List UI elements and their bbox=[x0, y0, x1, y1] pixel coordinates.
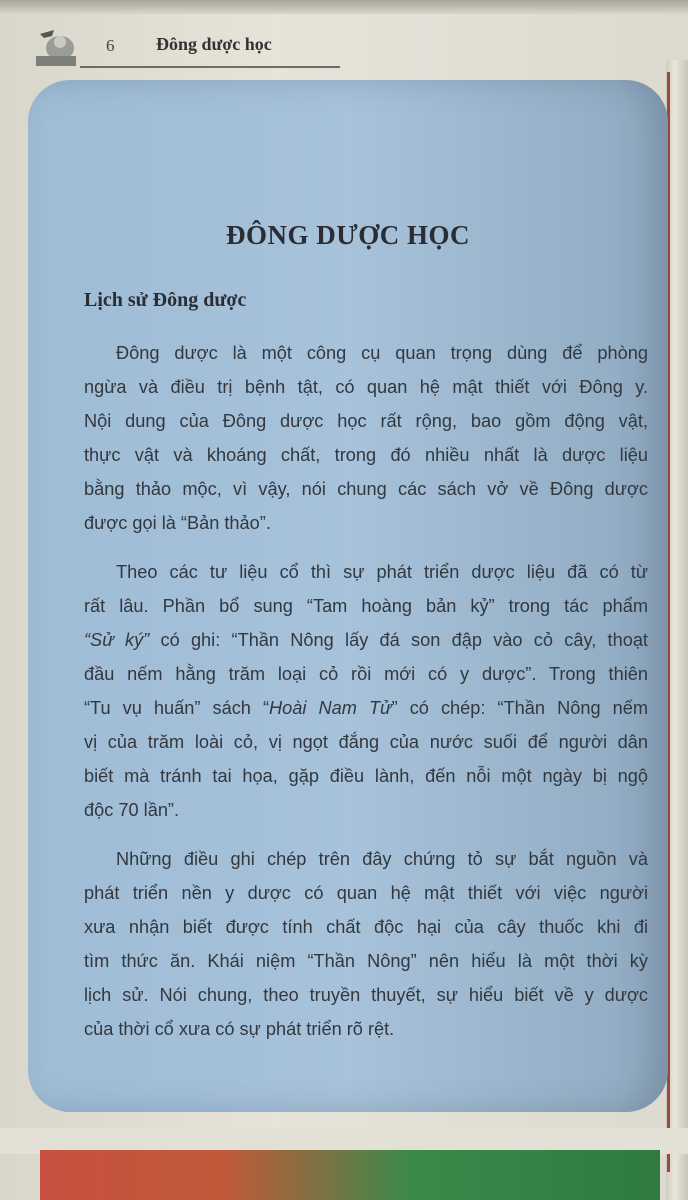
text-segment: lịch sử. Nói chung, theo truyền thuyết, sự hiểu biết về y dược bbox=[84, 985, 648, 1005]
text-line bbox=[84, 793, 648, 827]
text-segment: đầu nếm hằng trăm loại cỏ rồi mới có y dược”. Trong thiên bbox=[84, 664, 648, 684]
text-segment: xưa nhận biết được tính chất độc hại của cây thuốc khi đi bbox=[84, 917, 648, 937]
text-segment: phát triển nền y dược có quan hệ mật thiết với việc người bbox=[84, 883, 648, 903]
text-segment: Đông dược là một công cụ quan trọng dùng để phòng bbox=[116, 343, 648, 363]
text-line bbox=[84, 725, 648, 759]
running-title: Đông dược học bbox=[156, 34, 272, 54]
content-panel bbox=[28, 80, 668, 1112]
text-line bbox=[84, 506, 648, 540]
text-segment: vị của trăm loài cỏ, vị ngọt đắng của nước suối để người dân bbox=[84, 732, 648, 752]
section-heading: Lịch sử Đông dược bbox=[84, 289, 247, 311]
text-line bbox=[84, 370, 648, 404]
text-line bbox=[84, 589, 648, 623]
text-line bbox=[84, 1012, 648, 1046]
page-header bbox=[30, 26, 310, 68]
page-number: 6 bbox=[106, 36, 115, 55]
text-segment: tìm thức ăn. Khái niệm “Thần Nông” nên hiểu là một thời kỳ bbox=[84, 951, 648, 971]
text-line bbox=[84, 691, 648, 725]
page-top-shadow bbox=[0, 0, 688, 14]
text-line bbox=[84, 876, 648, 910]
text-line bbox=[84, 944, 648, 978]
text-line bbox=[84, 910, 648, 944]
text-segment: Những điều ghi chép trên đây chứng tỏ sự bắt nguồn và bbox=[116, 849, 648, 869]
paragraph bbox=[84, 842, 648, 1046]
italic-text: “Sử ký” bbox=[84, 630, 150, 650]
text-segment: biết mà tránh tai họa, gặp điều lành, đến nỗi một ngày bị ngộ bbox=[84, 766, 648, 786]
text-segment: ” có chép: “Thần Nông nếm bbox=[391, 698, 648, 718]
italic-text: Hoài Nam Tử bbox=[269, 698, 392, 718]
text-segment: được gọi là “Bản thảo”. bbox=[84, 513, 271, 533]
header-rule bbox=[80, 66, 340, 68]
text-segment: “Tu vụ huấn” sách “ bbox=[84, 698, 270, 718]
text-segment: rất lâu. Phần bổ sung “Tam hoàng bản kỷ” trong tác phẩm bbox=[84, 596, 648, 616]
text-line bbox=[84, 555, 648, 589]
text-segment: bằng thảo mộc, vì vậy, nói chung các sách vở về Đông dược bbox=[84, 479, 648, 499]
text-line bbox=[84, 336, 648, 370]
text-segment: độc 70 lần”. bbox=[84, 800, 180, 820]
text-line bbox=[84, 404, 648, 438]
text-line bbox=[84, 438, 648, 472]
text-line bbox=[84, 623, 648, 657]
herbalist-illustration-icon bbox=[30, 26, 82, 68]
text-line bbox=[84, 472, 648, 506]
text-segment: Theo các tư liệu cổ thì sự phát triển dược liệu đã có từ bbox=[116, 562, 648, 582]
text-segment: có ghi: “Thần Nông lấy đá son đập vào cỏ cây, thoạt bbox=[149, 630, 648, 650]
text-line bbox=[84, 978, 648, 1012]
text-segment: thực vật và khoáng chất, trong đó nhiều nhất là dược liệu bbox=[84, 445, 648, 465]
chapter-title: ĐÔNG DƯỢC HỌC bbox=[226, 220, 470, 250]
text-segment: Nội dung của Đông dược học rất rộng, bao gồm động vật, bbox=[84, 411, 648, 431]
text-line bbox=[84, 657, 648, 691]
paragraph bbox=[84, 336, 648, 540]
book-cover-bottom bbox=[40, 1150, 660, 1200]
text-segment: ngừa và điều trị bệnh tật, có quan hệ mật thiết với Đông y. bbox=[84, 377, 648, 397]
paragraph bbox=[84, 555, 648, 827]
text-line bbox=[84, 842, 648, 876]
text-segment: của thời cổ xưa có sự phát triển rõ rệt. bbox=[84, 1019, 395, 1039]
text-line bbox=[84, 759, 648, 793]
body-text bbox=[84, 336, 648, 1061]
